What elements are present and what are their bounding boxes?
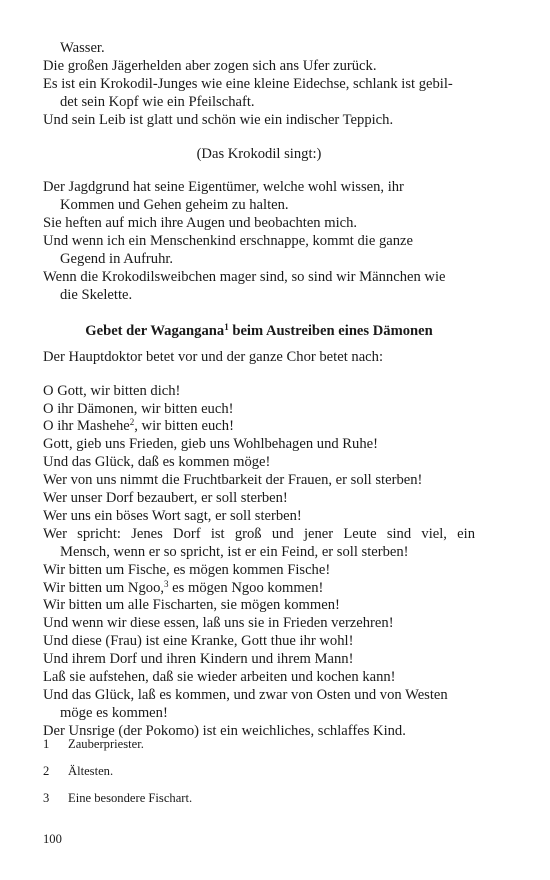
text-line: Wenn die Krokodilsweibchen mager sind, so sind wir Männchen wie xyxy=(43,268,446,285)
prayer-line: Gott, gieb uns Frieden, gieb uns Wohlbehagen und Ruhe! xyxy=(43,436,378,453)
page-number: 100 xyxy=(43,832,62,846)
text-line: Und sein Leib ist glatt und schön wie ein indischer Teppich. xyxy=(43,111,394,128)
intro-block xyxy=(43,40,475,130)
text-line: Sie heften auf mich ihre Augen und beobachten mich. xyxy=(43,215,358,232)
prayer-line: Und das Glück, daß es kommen möge! xyxy=(43,454,271,471)
prayer-line xyxy=(43,580,475,598)
prayer-line: Und diese (Frau) ist eine Kranke, Gott thue ihr wohl! xyxy=(43,633,354,650)
footnote-text: Ältesten. xyxy=(68,764,114,778)
song-heading: (Das Krokodil singt:) xyxy=(196,145,322,162)
prayer-title-text: Gebet der Wagangana xyxy=(85,322,225,339)
prayer-line: möge es kommen! xyxy=(60,704,168,721)
text-line: Die großen Jägerhelden aber zogen sich ans Ufer zurück. xyxy=(43,57,377,74)
text-line: Der Jagdgrund hat seine Eigentümer, welche wohl wissen, ihr xyxy=(43,179,404,196)
prayer-text: , wir bitten euch! xyxy=(134,418,234,435)
prayer-line: Der Unsrige (der Pokomo) ist ein weichliches, schlaffes Kind. xyxy=(43,722,406,739)
prayer-title xyxy=(43,323,475,341)
footnote-ref: 1 xyxy=(224,321,229,332)
prayer-title-text: beim Austreiben eines Dämonen xyxy=(228,322,433,339)
song-block xyxy=(43,179,475,304)
footnote-ref: 2 xyxy=(129,417,135,428)
footnote xyxy=(43,791,192,806)
text-line: det sein Kopf wie ein Pfeilschaft. xyxy=(60,93,255,110)
text-line: Gegend in Aufruhr. xyxy=(60,251,174,268)
prayer-line: Wer unser Dorf bezaubert, er soll sterben! xyxy=(43,490,288,507)
prayer-block xyxy=(43,383,475,741)
prayer-line: Mensch, wenn er so spricht, ist er ein Feind, er soll sterben! xyxy=(60,543,409,560)
prayer-line: Und wenn wir diese essen, laß uns sie in Frieden verzehren! xyxy=(43,615,394,632)
prayer-line: Wir bitten um Fische, es mögen kommen Fische! xyxy=(43,561,331,578)
text-line: Wasser. xyxy=(60,40,105,56)
prayer-line xyxy=(43,418,475,436)
footnote xyxy=(43,737,192,752)
prayer-line: O Gott, wir bitten dich! xyxy=(43,382,181,399)
footnote xyxy=(43,764,192,779)
prayer-line: Wer uns ein böses Wort sagt, er soll sterben! xyxy=(43,507,302,524)
text-line: Und wenn ich ein Menschenkind erschnappe, kommt die ganze xyxy=(43,233,414,250)
prayer-text: Wir bitten um Ngoo, xyxy=(43,579,165,596)
prayer-intro: Der Hauptdoktor betet vor und der ganze Chor betet nach: xyxy=(43,348,383,365)
prayer-text: es mögen Ngoo kommen! xyxy=(168,579,324,596)
prayer-line: Wer von uns nimmt die Fruchtbarkeit der Frauen, er soll sterben! xyxy=(43,472,423,489)
text-line: die Skelette. xyxy=(60,286,133,303)
footnote-number: 2 xyxy=(43,764,50,778)
prayer-line: Und das Glück, laß es kommen, und zwar von Osten und von Westen xyxy=(43,687,448,703)
footnotes xyxy=(43,737,192,818)
prayer-line: Und ihrem Dorf und ihren Kindern und ihrem Mann! xyxy=(43,651,354,668)
prayer-line: Wir bitten um alle Fischarten, sie mögen kommen! xyxy=(43,597,340,614)
footnote-number: 3 xyxy=(43,791,50,805)
footnote-ref: 3 xyxy=(164,578,169,589)
page-body xyxy=(43,40,475,741)
prayer-line: Wer spricht: Jenes Dorf ist groß und jener Leute sind viel, ein xyxy=(43,525,475,542)
prayer-line: Laß sie aufstehen, daß sie wieder arbeiten und kochen kann! xyxy=(43,669,396,686)
text-line: Kommen und Gehen geheim zu halten. xyxy=(60,197,289,214)
footnote-text: Eine besondere Fischart. xyxy=(68,791,193,805)
footnote-text: Zauberpriester. xyxy=(68,737,144,751)
prayer-text: O ihr Mashehe xyxy=(43,418,130,435)
text-line: Es ist ein Krokodil-Junges wie eine kleine Eidechse, schlank ist gebil- xyxy=(43,75,453,92)
prayer-line: O ihr Dämonen, wir bitten euch! xyxy=(43,400,234,417)
footnote-number: 1 xyxy=(43,737,50,751)
